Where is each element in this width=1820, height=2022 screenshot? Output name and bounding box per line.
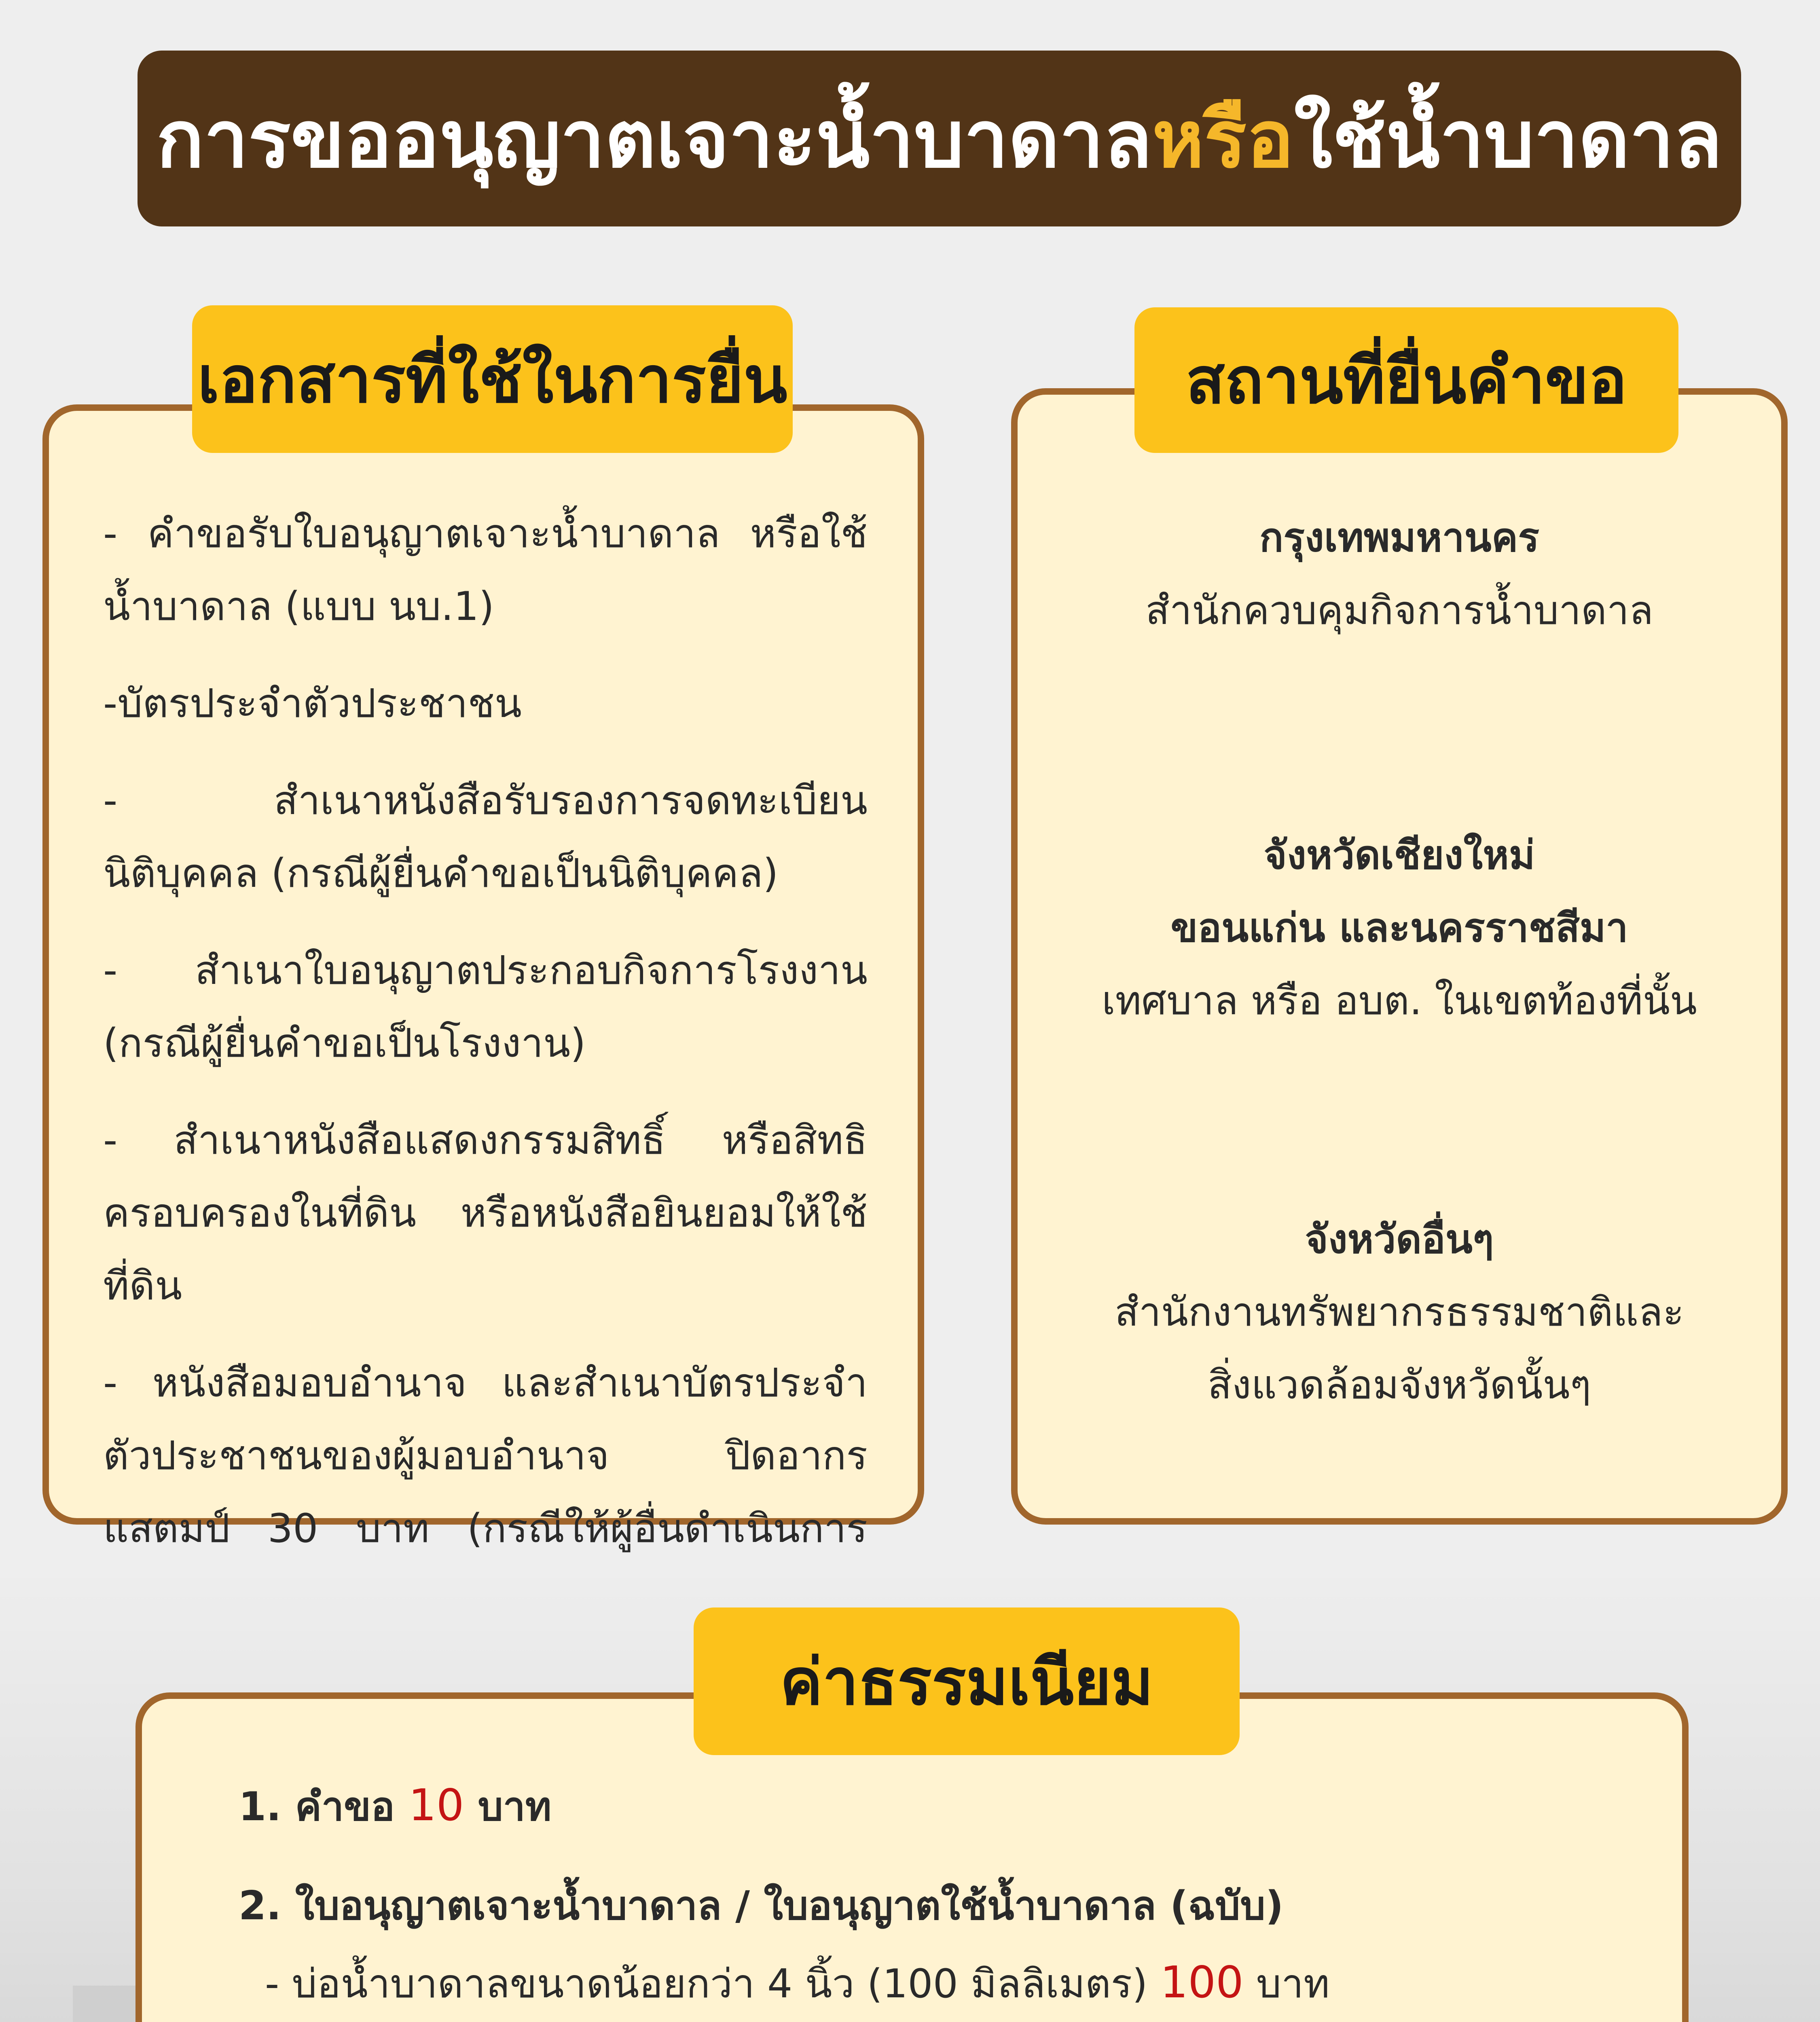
- fee-sub-small: [239, 1944, 1654, 2022]
- place-region: จังหวัดอื่นๆ: [1305, 1216, 1494, 1263]
- place-office: สิ่งแวดล้อมจังหวัดนั้นๆ: [1207, 1362, 1591, 1408]
- places-heading: สถานที่ยื่นคำขอ: [1134, 307, 1678, 453]
- place-region: ขอนแก่น และนครราชสีมา: [1170, 905, 1628, 951]
- fee-amount: 100: [1160, 1957, 1244, 2008]
- page-title: [157, 76, 1723, 201]
- document-item: - สำเนาใบอนุญาตประกอบกิจการโรงงาน (กรณีผู้ยื่นคำขอเป็นโรงงาน): [103, 948, 868, 1066]
- documents-heading: เอกสารที่ใช้ในการยื่น: [192, 305, 793, 453]
- fee-label: 1. คำขอ: [239, 1784, 409, 1830]
- place-office: สำนักควบคุมกิจการน้ำบาดาล: [1145, 588, 1653, 634]
- fees-heading: ค่าธรรมเนียม: [694, 1607, 1240, 1755]
- fee-item-application: [239, 1767, 1654, 1845]
- documents-list: [103, 497, 868, 1662]
- document-item: - หนังสือมอบอำนาจ และสำเนาบัตรประจำตัวประชาชนของผู้มอบอำนาจ ปิดอากรแสตมป์ 30 บาท (กรณีให้ผู้อื่นดำเนินการ: [103, 1360, 868, 1552]
- document-item: -บัตรประจำตัวประชาชน: [103, 681, 522, 727]
- place-region: กรุงเทพมหานคร: [1259, 515, 1539, 561]
- fee-item-license: 2. ใบอนุญาตเจาะน้ำบาดาล / ใบอนุญาตใช้น้ำบาดาล (ฉบับ): [239, 1883, 1284, 1929]
- title-banner: [138, 51, 1741, 226]
- title-tail: ใช้น้ำบาดาล: [1294, 93, 1723, 185]
- place-provinces: [1011, 819, 1788, 1037]
- place-other-provinces: [1011, 1203, 1788, 1421]
- document-item: - คำขอรับใบอนุญาตเจาะน้ำบาดาล หรือใช้น้ำบาดาล (แบบ นบ.1): [103, 511, 868, 630]
- fee-unit: บาท: [1243, 1961, 1330, 2007]
- place-bangkok: [1011, 501, 1788, 647]
- fee-amount: 10: [408, 1780, 464, 1831]
- title-main: การขออนุญาตเจาะน้ำบาดาล: [156, 93, 1152, 185]
- document-item: - สำเนาหนังสือรับรองการจดทะเบียนนิติบุคคล (กรณีผู้ยื่นคำขอเป็นนิติบุคคล): [103, 778, 868, 897]
- place-region: จังหวัดเชียงใหม่: [1263, 832, 1535, 878]
- place-office: สำนักงานทรัพยากรธรรมชาติและ: [1114, 1289, 1685, 1335]
- title-highlight: หรือ: [1152, 93, 1294, 185]
- fees-list: [239, 1767, 1654, 2022]
- fee-label: - บ่อน้ำบาดาลขนาดน้อยกว่า 4 นิ้ว (100 มิลลิเมตร): [265, 1961, 1160, 2007]
- document-item: - สำเนาหนังสือแสดงกรรมสิทธิ์ หรือสิทธิครอบครองในที่ดิน หรือหนังสือยินยอมให้ใช้ที่ดิน: [103, 1117, 868, 1309]
- place-office: เทศบาล หรือ อบต. ในเขตท้องที่นั้น: [1102, 978, 1697, 1024]
- fee-unit: บาท: [464, 1784, 552, 1830]
